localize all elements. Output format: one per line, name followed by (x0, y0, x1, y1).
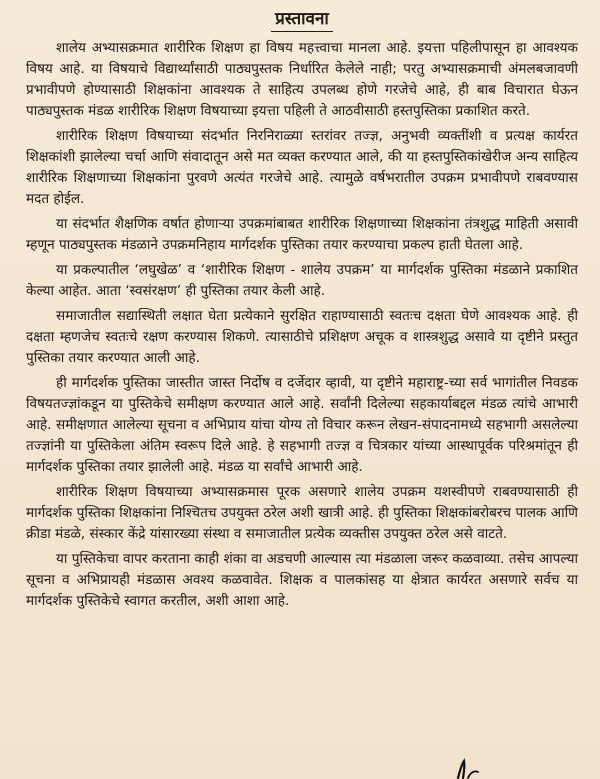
paragraph-5: समाजातील सद्यास्थिती लक्षात घेता प्रत्येकाने सुरक्षित राहाण्यासाठी स्वतःच दक्षता घेणे आवश्यक आहे. ही दक्षता म्हणजेच स्वतःचे रक्षण करण्यास शिकणे. त्यासाठीचे प्रशिक्षण अचूक व शास्त्रशुद्ध असावे या दृष्टीने प्रस्तुत पुस्तिका तयार करण्यात आली आहे. (26, 308, 578, 366)
page-title: प्रस्तावना (271, 8, 333, 32)
paragraph-1: शालेय अभ्यासक्रमात शारीरिक शिक्षण हा विषय महत्त्वाचा मानला आहे. इयत्ता पहिलीपासून हा आवश्यक विषय आहे. या विषयाचे विद्यार्थ्यांसाठी पाठ्यपुस्तक निर्धारित केलेले नाही; परतु अभ्यासक्रमाची अंमलबजावणी प्रभावीपणे होण्यासाठी शिक्षकांना आवश्यक ते साहित्य उपलब्ध होणे गरजेचे आहे, ही बाब विचारात घेऊन पाठ्यपुस्तक मंडळ शारीरिक शिक्षण विषयाच्या इयत्ता पहिली ते आठवीसाठी हस्तपुस्तिका प्रकाशित करते. (26, 40, 578, 119)
paragraph-7: शारीरिक शिक्षण विषयाच्या अभ्यासक्रमास पूरक असणारे शालेय उपक्रम यशस्वीपणे राबवण्यासाठी ही मार्गदर्शक पुस्तिका शिक्षकांना निश्चितच उपयुक्त ठरेल अशी खात्री आहे. ही पुस्तिका शिक्षकांबरोबरच पालक आणि क्रीडा मंडळे, संस्कार केंद्रे यांसारख्या संस्था व समाजातील प्रत्येक व्यक्तीस उपयुक्त ठरेल असे वाटते. (26, 484, 578, 542)
paragraph-8: या पुस्तिकेचा वापर करताना काही शंका वा अडचणी आल्यास त्या मंडळाला जरूर कळवाव्या. तसेच आपल्या सूचना व अभिप्रायही मंडळास अवश्य कळवावेत. शिक्षक व पालकांसह या क्षेत्रात कार्यरत असणारे सर्वच या मार्गदर्शक पुस्तिकेचे स्वागत करतील, अशी आशा आहे. (26, 551, 578, 609)
paragraph-3: या संदर्भात शैक्षणिक वर्षात होणाऱ्या उपक्रमांबाबत शारीरिक शिक्षणाच्या शिक्षकांना तंत्रशुद्ध माहिती असावी म्हणून पाठ्यपुस्तक मंडळाने उपक्रमनिहाय मार्गदर्शक पुस्तिका तयार करण्याचा प्रकल्प हाती घेतला आहे. (26, 216, 578, 253)
paragraph-4: या प्रकल्पातील ‘लघुखेळ’ व ‘शारीरिक शिक्षण - शालेय उपक्रम’ या मार्गदर्शक पुस्तिका मंडळाने प्रकाशित केल्या आहेत. आता ‘स्वसंरक्षण’ ही पुस्तिका तयार केली आहे. (26, 262, 578, 299)
title-container (26, 8, 578, 32)
paragraph-2: शारीरिक शिक्षण विषयाच्या संदर्भात निरनिराळ्या स्तरांवर तज्ज्ञ, अनुभवी व्यक्तींशी व प्रत्यक्ष कार्यरत शिक्षकांशी झालेल्या चर्चा आणि संवादातून असे मत व्यक्त करण्यात आले, की या हस्तपुस्तिकांखेरीज अन्य साहित्य शारीरिक शिक्षणाच्या शिक्षकांना पुरवणे अत्यंत गरजेचे आहे. त्यामुळे वर्षभरातील उपक्रम प्रभावीपणे राबवण्यास मदत होईल. (26, 128, 578, 207)
paragraph-6: ही मार्गदर्शक पुस्तिका जास्तीत जास्त निर्दोष व दर्जेदार व्हावी, या दृष्टीने महाराष्ट्र-च्या सर्व भागांतील निवडक विषयतज्ज्ञांकडून या पुस्तिकेचे समीक्षण करण्यात आले आहे. सर्वांनी दिलेल्या सहकार्याबद्दल मंडळ त्यांचे आभारी आहे. समीक्षणात आलेल्या सूचना व अभिप्राय यांचा योग्य तो विचार करून लेखन-संपादनामध्ये सहभागी असलेल्या तज्ज्ञांनी या पुस्तिकेला अंतिम स्वरूप दिले आहे. हे सहभागी तज्ज्ञ व चित्रकार यांच्या आस्थापूर्वक परिश्रमांतून ही मार्गदर्शक पुस्तिका तयार झालेली आहे. मंडळ या सर्वांचे आभारी आहे. (26, 375, 578, 475)
signature-mark (452, 758, 492, 779)
